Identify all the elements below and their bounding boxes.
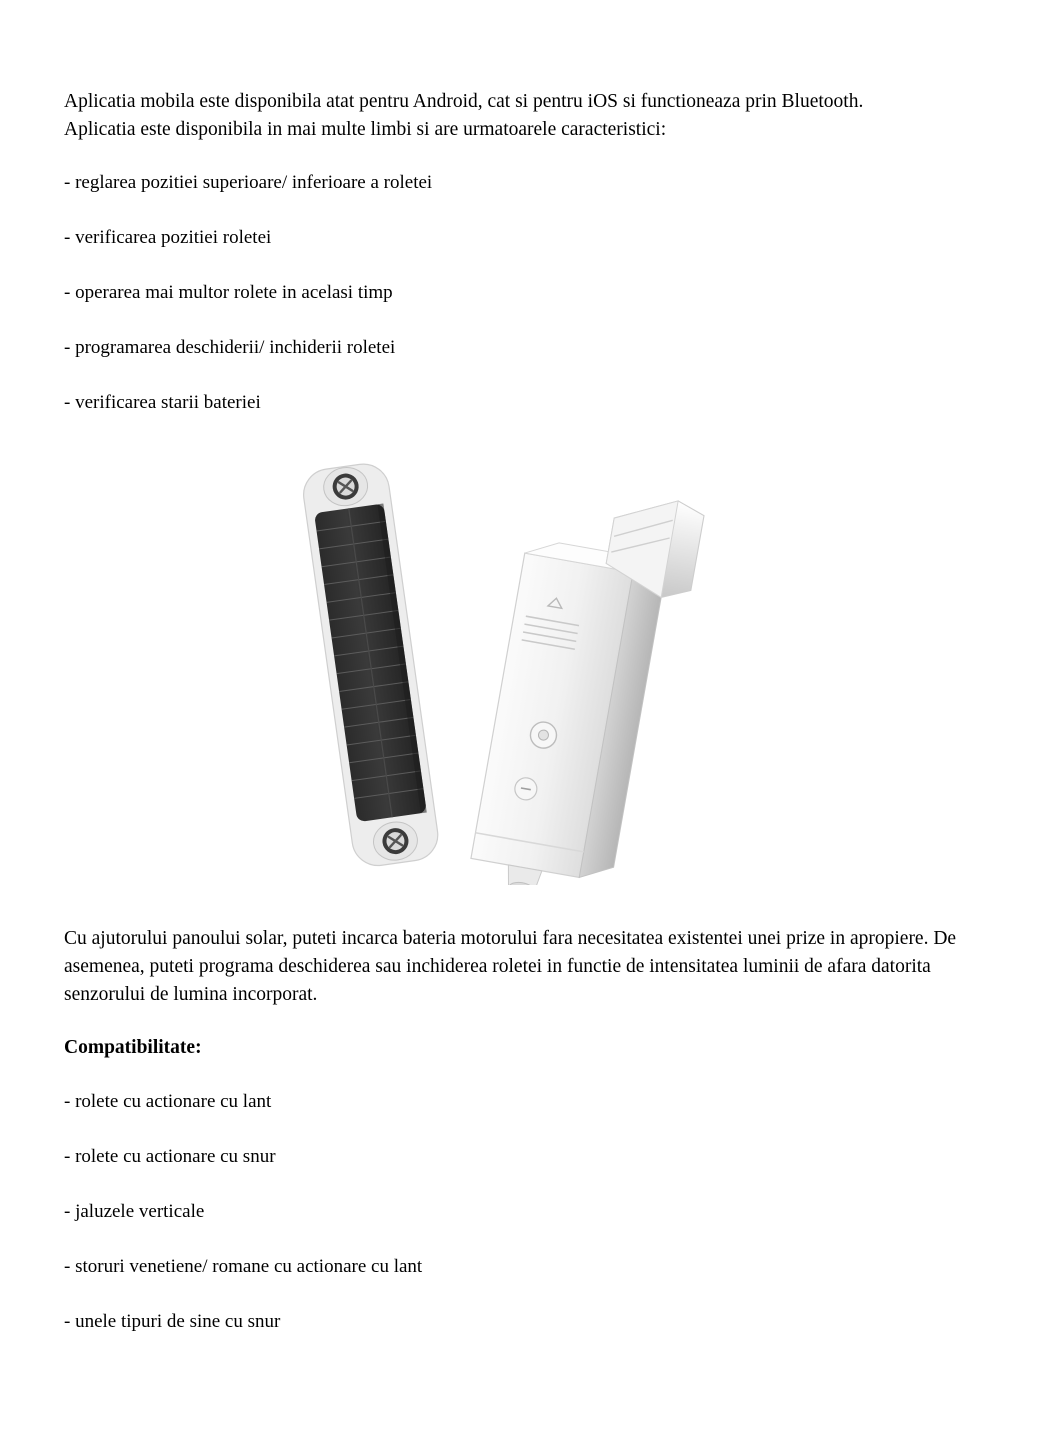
compatibility-item: - jaluzele verticale <box>64 1201 205 1222</box>
feature-item: - verificarea starii bateriei <box>64 392 261 413</box>
feature-item: - operarea mai multor rolete in acelasi timp <box>64 282 393 303</box>
compatibility-item: - rolete cu actionare cu lant <box>64 1091 272 1112</box>
compatibility-item: - unele tipuri de sine cu snur <box>64 1311 281 1332</box>
intro-paragraph: Aplicatia mobila este disponibila atat pentru Android, cat si pentru iOS si functioneaza prin Bluetooth. Aplicatia este disponibila in mai multe limbi si are urmatoarele caracteristici: <box>64 91 864 140</box>
product-figure <box>64 445 997 915</box>
compatibility-item: - rolete cu actionare cu snur <box>64 1146 276 1167</box>
solar-panel-and-motor-illustration <box>251 445 811 885</box>
feature-item: - verificarea pozitiei roletei <box>64 227 272 248</box>
solar-paragraph: Cu ajutorului panoului solar, puteti incarca bateria motorului fara necesitatea existentei unei prize in apropiere. De asemenea, puteti programa deschiderea sau inchiderea roletei in functie de intensitatea luminii de afara datorita senzorului de lumina incorporat. <box>64 928 957 1005</box>
feature-item: - programarea deschiderii/ inchiderii roletei <box>64 337 396 358</box>
feature-item: - reglarea pozitiei superioare/ inferioare a roletei <box>64 172 433 193</box>
compatibility-item: - storuri venetiene/ romane cu actionare cu lant <box>64 1256 423 1277</box>
compatibility-heading: Compatibilitate: <box>64 1037 202 1058</box>
